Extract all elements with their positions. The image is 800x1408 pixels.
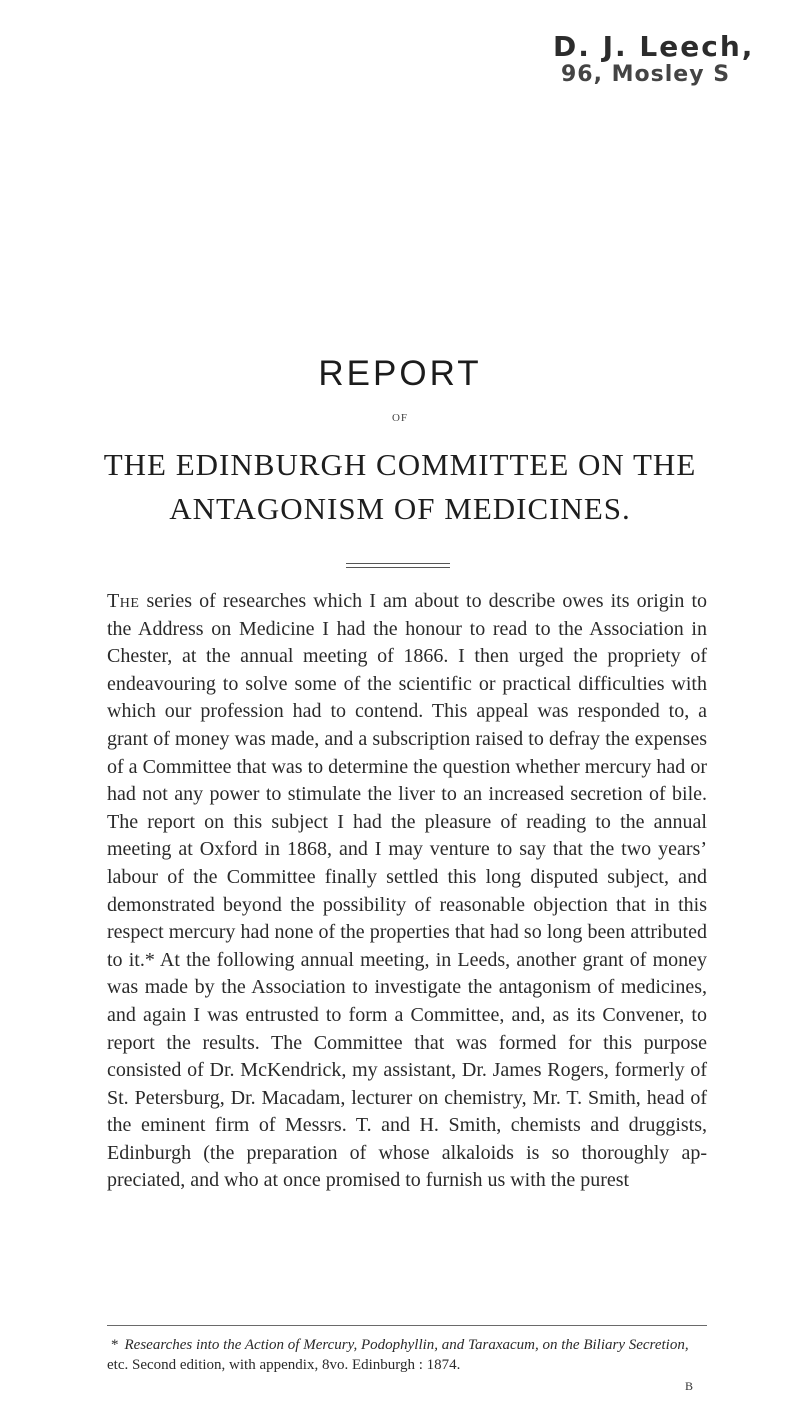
body-text-part-1: series of researches which I am about to describe owes its origin to the Address on Medicine I had the honour to read to the Association in Chester, at the annual meeting of 1866. I then urged the propriety of endeavouring to solve some of the scientific or practical difficulties with which our profession had to contend. This appeal was responded to, a grant of money was made, and a subscription raised to defray the expenses of a Committee that was to determine the question whether mercury had or had not any power to stimulate the liver to an increased secretion of bile. The report on this subject I had the pleasure of reading to the annual meeting at Oxford in 1868, and I may venture to say that the two years’ labour of the Committee finally settled this long disputed subject, and demonstrated beyond the possibility of reasonable objection that in this respect mercury had none of the properties that had so long been attributed to it. <box>107 590 707 971</box>
footnote <box>107 1335 707 1375</box>
body-paragraph <box>107 588 707 1195</box>
footnote-title: Researches into the Action of Mercury, Podophyllin, and Taraxacum, on the Biliary Secretion, <box>124 1337 689 1353</box>
stamp-address: 96, Mosley S <box>561 62 731 87</box>
footnote-details: etc. Second edition, with appendix, 8vo. Edinburgh : 1874. <box>107 1357 461 1373</box>
footnote-divider <box>107 1325 707 1326</box>
ownership-stamp <box>553 30 800 90</box>
stamp-name: D. J. Leech, <box>553 30 755 63</box>
of-connector: OF <box>391 412 409 424</box>
title-line-2: ANTAGONISM OF MEDICINES. <box>169 491 631 526</box>
title-line-1: THE EDINBURGH COMMITTEE ON THE <box>103 447 697 482</box>
footnote-reference: * <box>144 948 155 971</box>
report-heading: REPORT <box>318 354 482 393</box>
opening-word: The <box>107 590 140 612</box>
body-text-part-2: At the following annual meeting, in Leeds, another grant of money was made by the Association to investigate the antagonism of medicines, and again I was entrusted to form a Committee, and, as its Convener, to report the results. The Committee that was formed for this purpose consisted of Dr. McKendrick, my assistant, Dr. James Rogers, formerly of St. Petersburg, Dr. Macadam, lecturer on chemistry, Mr. T. Smith, head of the eminent firm of Messrs. T. and H. Smith, chemists and druggists, Edinburgh (the preparation of whose alkaloids is so thoroughly appreciated, and who at once promised to furnish us with the purest <box>107 948 707 1192</box>
document-title <box>0 443 800 531</box>
footnote-mark: * <box>111 1337 119 1353</box>
signature-mark: B <box>685 1379 694 1393</box>
title-divider <box>346 563 450 568</box>
